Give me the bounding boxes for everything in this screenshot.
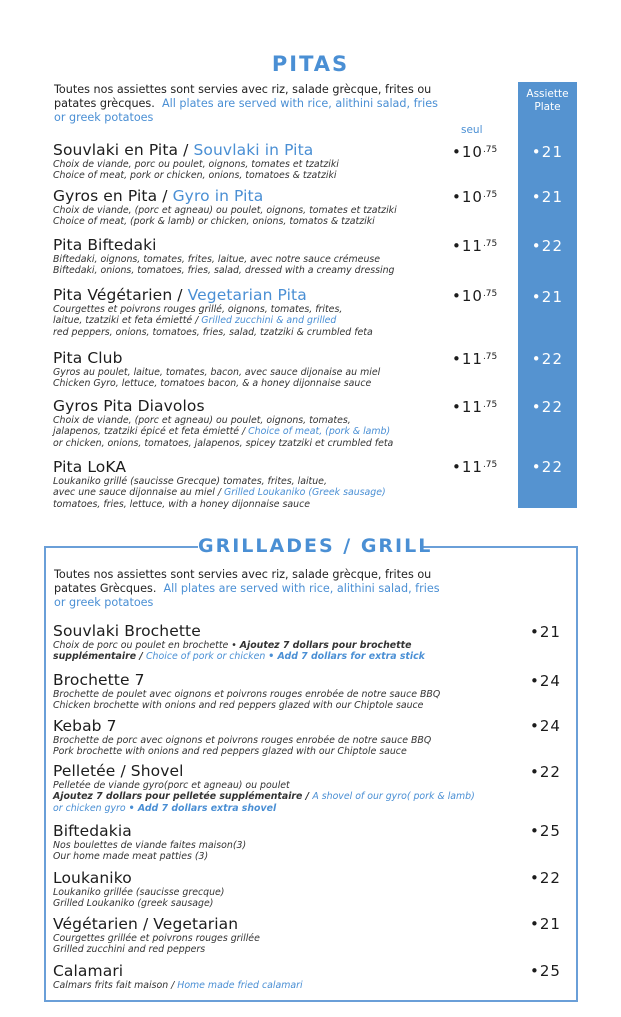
pitas-title: PITAS [271, 52, 350, 76]
item-desc-fr: Brochette de poulet avec oignons et poivrons rouges enrobée de notre sauce BBQ [53, 689, 441, 700]
intro-line-3: or greek potatoes [54, 596, 154, 609]
item-desc-fr: Pelletée de viande gyro(porc et agneau) ou poulet [53, 780, 290, 791]
item-name: Loukaniko [53, 869, 132, 887]
item-desc-mixed: Ajoutez 7 dollars pour pelletée supplémentaire / A shovel of our gyro( pork & lamb) [53, 791, 475, 803]
price-single: $•10^{.75}$ [452, 143, 498, 161]
item-desc-en: or chicken, onions, tomatoes, jalapenos, spicey tzatziki et crumbled feta [53, 437, 394, 449]
intro-line-2 [54, 97, 438, 111]
menu-item-shovel [53, 763, 475, 814]
menu-item-biftedakia [53, 823, 246, 863]
menu-item-gyro-pita [53, 188, 397, 228]
item-desc-en: Chicken Gyro, lettuce, tomatoes bacon, & a honey dijonnaise sauce [53, 378, 372, 390]
item-desc-mixed: jalapenos, tzatziki épicé et feta émietté / Choice of meat, (pork & lamb) [53, 426, 391, 438]
item-desc-en: Pork brochette with onions and red peppers glazed with our Chiptole sauce [53, 746, 407, 758]
item-desc-fr: Choix de porc ou poulet en brochette • Ajoutez 7 dollars pour brochette [53, 640, 412, 651]
intro-line-1: Toutes nos assiettes sont servies avec riz, salade grècque, frites ou [54, 568, 432, 581]
menu-item-pita-vegetarian [53, 287, 373, 338]
menu-item-pita-club [53, 350, 380, 390]
price-plate: •22 [531, 350, 564, 368]
item-desc-en: Grilled Loukaniko (greek sausage) [53, 898, 214, 910]
item-desc-en: Chicken brochette with onions and red peppers glazed with our Chiptole sauce [53, 700, 424, 712]
grill-intro [54, 568, 440, 610]
price-plate: •22 [531, 458, 564, 476]
intro-en: All plates are served with rice, alithini salad, fries [163, 582, 440, 595]
menu-item-kebab-7 [53, 718, 431, 758]
item-name: Brochette 7 [53, 671, 145, 689]
menu-item-vegetarian [53, 916, 260, 956]
item-desc-fr: Nos boulettes de viande faites maison(3) [53, 840, 247, 851]
item-name: Souvlaki Brochette [53, 622, 201, 640]
price: •24 [530, 672, 561, 690]
price: •22 [530, 869, 561, 887]
item-desc-mixed: Calmars frits fait maison / Home made fried calamari [53, 980, 303, 991]
intro-line-1: Toutes nos assiettes sont servies avec riz, salade grècque, frites ou [54, 83, 432, 96]
item-desc-en: Our home made meat patties (3) [53, 851, 209, 863]
intro-line-3: or greek potatoes [54, 111, 154, 124]
item-desc-fr: Loukaniko grillée (saucisse grecque) [53, 887, 225, 898]
menu-item-brochette-7 [53, 672, 440, 712]
price-single: $•10^{.75}$ [452, 287, 498, 305]
item-desc-mixed: supplémentaire / Choice of pork or chicken • Add 7 dollars for extra stick [53, 651, 425, 663]
item-desc-fr: Loukaniko grillé (saucisse Grecque) tomates, frites, laitue, [53, 476, 327, 487]
price-single: $•11^{.75}$ [452, 350, 498, 368]
item-name: Pita Club [53, 349, 123, 367]
price: •25 [530, 822, 561, 840]
item-desc-en: or chicken gyro • Add 7 dollars extra shovel [53, 802, 277, 814]
item-name: Végétarien / Vegetarian [53, 915, 239, 933]
price-single: $•10^{.75}$ [452, 188, 498, 206]
intro-fr: patates grècques. [54, 97, 155, 110]
price-single: $•11^{.75}$ [452, 458, 498, 476]
menu-item-pita-loka [53, 459, 386, 510]
price-plate: •21 [531, 288, 564, 306]
menu-item-gyros-pita-diavolos [53, 398, 393, 449]
price: •24 [530, 717, 561, 735]
item-desc-fr: Courgettes et poivrons rouges grillé, oignons, tomates, frites, [53, 304, 343, 315]
intro-line-2 [54, 582, 440, 596]
price-plate: •21 [531, 188, 564, 206]
item-desc-fr: Choix de viande, porc ou poulet, oignons, tomates et tzatziki [53, 159, 339, 170]
item-desc-fr: Gyros au poulet, laitue, tomates, bacon, avec sauce dijonaise au miel [53, 367, 381, 378]
item-name: Pita Biftedaki [53, 236, 157, 254]
menu-item-calamari [53, 963, 303, 991]
price-plate: •22 [531, 237, 564, 255]
item-desc-en: red peppers, onions, tomatoes, fries, salad, tzatziki & crumbled feta [53, 326, 373, 338]
item-name: Pita Végétarien / Vegetarian Pita [53, 286, 307, 304]
item-desc-fr: Choix de viande, (porc et agneau) ou poulet, oignons, tomates et tzatziki [53, 205, 397, 216]
single-column-header: seul [461, 124, 483, 136]
price-plate: •21 [531, 143, 564, 161]
item-name: Calamari [53, 962, 124, 980]
plate-column-header [518, 88, 577, 113]
item-desc-fr: Courgettes grillée et poivrons rouges grillée [53, 933, 260, 944]
item-name: Gyros Pita Diavolos [53, 397, 205, 415]
item-name: Biftedakia [53, 822, 132, 840]
item-name: Souvlaki en Pita / Souvlaki in Pita [53, 141, 314, 159]
menu-item-souvlaki-pita [53, 142, 339, 182]
pitas-intro [54, 83, 438, 125]
price: •25 [530, 962, 561, 980]
intro-fr: patates Grècques. [54, 582, 157, 595]
item-desc-en: tomatoes, fries, lettuce, with a honey dijonnaise sauce [53, 498, 310, 510]
item-desc-en: Choice of meat, (pork & lamb) or chicken, onions, tomatos & tzatziki [53, 216, 375, 228]
price-single: $•11^{.75}$ [452, 237, 498, 255]
menu-item-pita-biftedaki [53, 237, 395, 277]
item-name: Gyros en Pita / Gyro in Pita [53, 187, 264, 205]
plate-header-en: Plate [534, 100, 561, 113]
price: •21 [530, 915, 561, 933]
item-desc-mixed: avec une sauce dijonnaise au miel / Grilled Loukaniko (Greek sausage) [53, 487, 386, 499]
item-desc-en: Biftedaki, onions, tomatoes, fries, salad, dressed with a creamy dressing [53, 265, 395, 277]
menu-item-loukaniko [53, 870, 224, 910]
item-name: Kebab 7 [53, 717, 117, 735]
intro-en: All plates are served with rice, alithini salad, fries [161, 97, 438, 110]
price-single: $•11^{.75}$ [452, 398, 498, 416]
price: •21 [530, 623, 561, 641]
item-desc-en: Grilled zucchini and red peppers [53, 944, 206, 956]
price: •22 [530, 763, 561, 781]
price-plate: •22 [531, 398, 564, 416]
item-desc-fr: Choix de viande, (porc et agneau) ou poulet, oignons, tomates, [53, 415, 351, 426]
item-name: Pita LoKA [53, 458, 127, 476]
menu-item-souvlaki-brochette [53, 623, 425, 663]
item-desc-mixed: laitue, tzatziki et feta émietté / Grilled zucchini & and grilled [53, 315, 337, 327]
item-desc-fr: Brochette de porc avec oignons et poivrons rouges enrobée de notre sauce BBQ [53, 735, 432, 746]
grill-title: GRILLADES / GRILL [198, 535, 433, 557]
item-name: Pelletée / Shovel [53, 762, 184, 780]
item-desc-en: Choice of meat, pork or chicken, onions, tomatoes & tzatziki [53, 170, 337, 182]
item-desc-fr: Biftedaki, oignons, tomates, frites, laitue, avec notre sauce crémeuse [53, 254, 381, 265]
plate-header-fr: Assiette [526, 88, 569, 100]
